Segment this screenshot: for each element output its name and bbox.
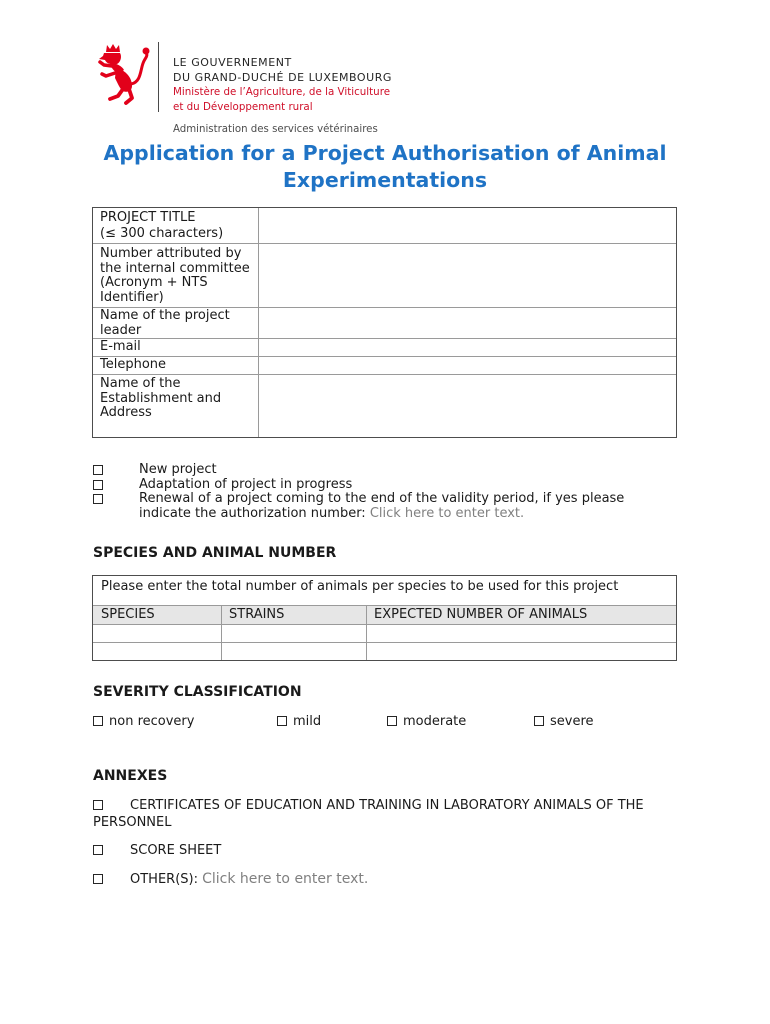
government-name-line: LE GOUVERNEMENT — [173, 55, 292, 69]
severity-options — [0, 715, 770, 730]
strain-cell[interactable] — [222, 625, 367, 642]
option-adaptation — [93, 478, 677, 493]
species-instruction: Please enter the total number of animals per species to be used for this project — [101, 579, 619, 594]
project-title-row — [93, 208, 676, 243]
severity-option-severe — [534, 715, 594, 730]
annex-score-sheet — [93, 842, 677, 859]
severity-label: non recovery — [109, 714, 195, 729]
government-name-line: DU GRAND-DUCHÉ DE LUXEMBOURG — [173, 70, 393, 84]
column-header-strains: STRAINS — [222, 606, 367, 624]
checkbox-certificates[interactable] — [93, 800, 103, 810]
option-renewal — [93, 492, 677, 521]
checkbox-cell — [93, 492, 139, 507]
expected-number-cell[interactable] — [367, 625, 676, 642]
severity-label: mild — [293, 714, 322, 729]
committee-number-row — [93, 243, 676, 307]
species-header-row — [93, 605, 676, 624]
strain-cell[interactable] — [222, 643, 367, 660]
severity-label: severe — [550, 714, 594, 729]
telephone-label: Telephone — [93, 357, 259, 374]
administration-name: Administration des services vétérinaires — [173, 124, 378, 135]
telephone-row — [93, 356, 676, 374]
annex-other — [93, 871, 677, 888]
committee-number-label: Number attributed by the internal committee (Acronym + NTS Identifier) — [93, 244, 259, 307]
checkbox-mild[interactable] — [277, 716, 287, 726]
species-row — [93, 624, 676, 642]
establishment-row — [93, 374, 676, 437]
checkbox-moderate[interactable] — [387, 716, 397, 726]
email-row — [93, 338, 676, 356]
checkbox-severe[interactable] — [534, 716, 544, 726]
checkbox-new-project[interactable] — [93, 465, 103, 475]
project-title-label-text: PROJECT TITLE — [100, 210, 196, 225]
lion-emblem-graphic — [96, 44, 152, 106]
project-leader-row — [93, 307, 676, 338]
checkbox-renewal[interactable] — [93, 494, 103, 504]
option-adaptation-label: Adaptation of project in progress — [139, 476, 353, 492]
document-title: Application for a Project Authorisation of Animal Experimentations — [103, 141, 667, 192]
project-leader-field[interactable] — [259, 308, 676, 338]
project-info-table — [92, 207, 677, 438]
option-renewal-label: Renewal of a project coming to the end of the validity period, if yes please indicate the authorization number: — [139, 491, 625, 521]
species-row — [93, 642, 676, 660]
severity-option-moderate — [387, 715, 466, 730]
severity-label: moderate — [403, 714, 467, 729]
option-renewal-text — [139, 492, 669, 521]
project-title-length-hint: (≤ 300 characters) — [100, 226, 224, 241]
annex-certificates — [93, 797, 677, 831]
email-label: E-mail — [93, 339, 259, 356]
project-title-label — [93, 208, 259, 243]
checkbox-other[interactable] — [93, 874, 103, 884]
email-field[interactable] — [259, 339, 676, 356]
expected-number-cell[interactable] — [367, 643, 676, 660]
species-table — [92, 575, 677, 661]
checkbox-adaptation[interactable] — [93, 480, 103, 490]
option-new-project — [93, 463, 677, 478]
severity-option-mild — [277, 715, 321, 730]
authorization-number-field[interactable]: Click here to enter text. — [369, 505, 525, 521]
establishment-field[interactable] — [259, 375, 676, 437]
establishment-label: Name of the Establishment and Address — [93, 375, 259, 437]
checkbox-score-sheet[interactable] — [93, 845, 103, 855]
option-new-project-label: New project — [139, 462, 217, 477]
annex-other-label: OTHER(S): — [130, 872, 198, 887]
species-cell[interactable] — [93, 625, 222, 642]
annexes-section-heading: ANNEXES — [93, 768, 168, 784]
telephone-field[interactable] — [259, 357, 676, 374]
letterhead — [0, 0, 770, 140]
severity-option-non-recovery — [93, 715, 194, 730]
red-lion-icon — [96, 44, 152, 106]
project-type-options — [93, 463, 677, 521]
project-title-field[interactable] — [259, 208, 676, 243]
ministry-name-line: et du Développement rural — [173, 100, 313, 113]
letterhead-divider — [158, 42, 159, 112]
ministry-name-line: Ministère de l’Agriculture, de la Viticulture — [173, 85, 391, 98]
column-header-expected-number: EXPECTED NUMBER OF ANIMALS — [374, 607, 588, 622]
severity-section-heading: SEVERITY CLASSIFICATION — [93, 684, 302, 700]
committee-number-field[interactable] — [259, 244, 676, 307]
other-annex-field[interactable]: Click here to enter text. — [202, 871, 369, 887]
checkbox-cell — [93, 463, 139, 478]
government-name — [173, 55, 392, 115]
project-leader-label: Name of the project leader — [93, 308, 259, 338]
checkbox-cell — [93, 478, 139, 493]
annex-certificates-label: CERTIFICATES OF EDUCATION AND TRAINING IN LABORATORY ANIMALS OF THE PERSONNEL — [93, 798, 644, 830]
species-section-heading: SPECIES AND ANIMAL NUMBER — [93, 545, 337, 561]
checkbox-non-recovery[interactable] — [93, 716, 103, 726]
species-cell[interactable] — [93, 643, 222, 660]
column-header-species: SPECIES — [93, 606, 222, 624]
annex-score-sheet-label: SCORE SHEET — [130, 843, 222, 858]
